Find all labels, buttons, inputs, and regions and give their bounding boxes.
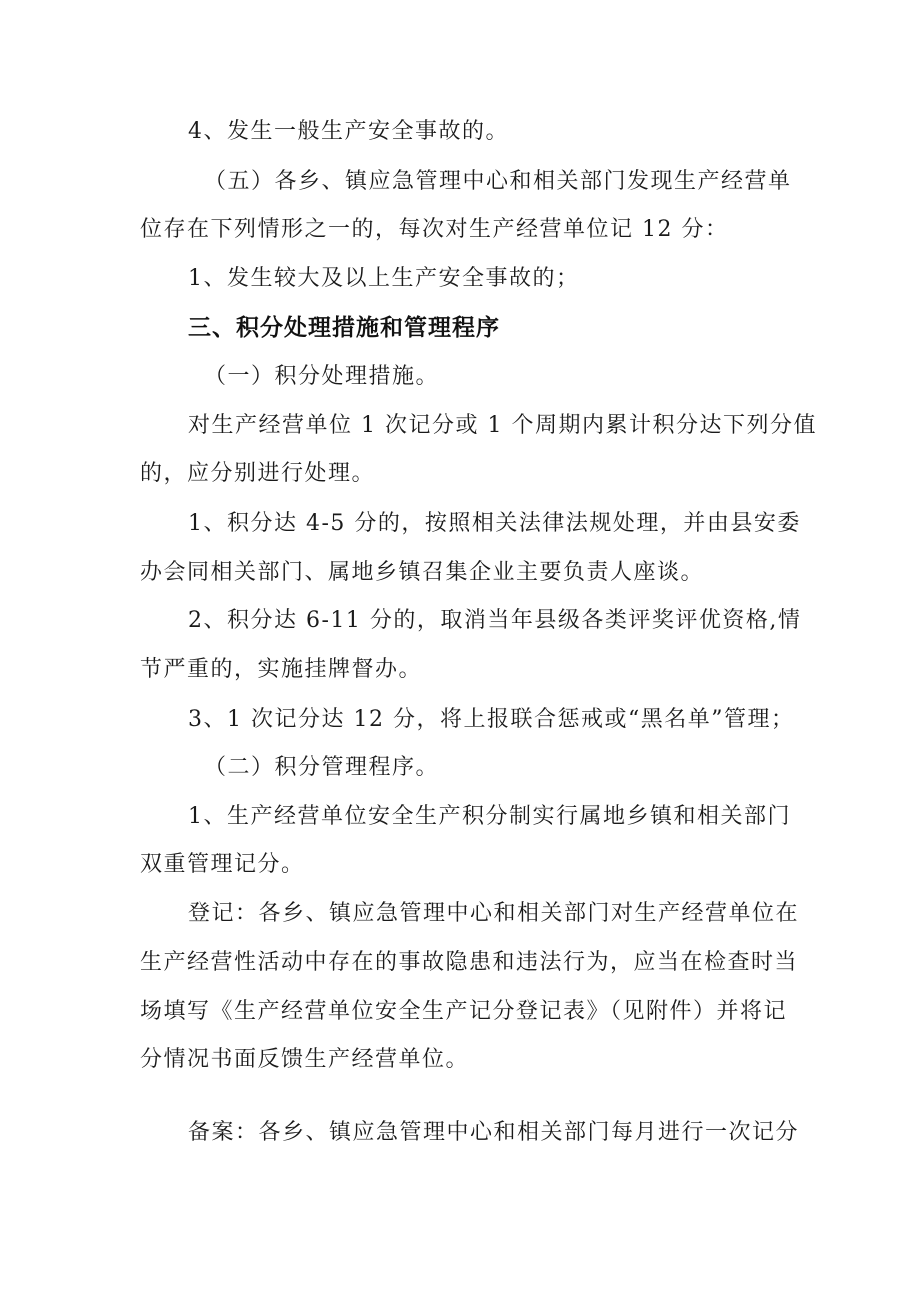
section-heading-3: 三、积分处理措施和管理程序 (188, 315, 500, 341)
list-item-4-serious-accident: 4、发生一般生产安全事故的。 (188, 119, 509, 144)
measure-2-first-line: 2、积分达 6-11 分的，取消当年县级各类评奖评优资格,情 (188, 608, 802, 633)
filing-first-line: 备案：各乡、镇应急管理中心和相关部门每月进行一次记分 (188, 1120, 800, 1145)
subsection-2-heading: （二）积分管理程序。 (204, 755, 440, 780)
measure-1-second-line: 办会同相关部门、属地乡镇召集企业主要负责人座谈。 (140, 560, 705, 585)
procedure-1-second-line: 双重管理记分。 (140, 852, 305, 877)
measure-3-line: 3、1 次记分达 12 分，将上报联合惩戒或“黑名单”管理； (188, 707, 795, 732)
registration-third-line: 场填写《生产经营单位安全生产记分登记表》（见附件）并将记 (140, 999, 788, 1024)
paragraph-points-first-line: 对生产经营单位 1 次记分或 1 个周期内累计积分达下列分值 (188, 413, 817, 438)
registration-first-line: 登记：各乡、镇应急管理中心和相关部门对生产经营单位在 (188, 901, 800, 926)
registration-second-line: 生产经营性活动中存在的事故隐患和违法行为，应当在检查时当 (140, 950, 799, 975)
list-item-1-major-accident: 1、发生较大及以上生产安全事故的； (188, 266, 580, 291)
registration-fourth-line: 分情况书面反馈生产经营单位。 (140, 1047, 470, 1072)
subsection-1-heading: （一）积分处理措施。 (204, 364, 440, 389)
measure-2-second-line: 节严重的，实施挂牌督办。 (140, 657, 423, 682)
procedure-1-first-line: 1、生产经营单位安全生产积分制实行属地乡镇和相关部门 (188, 804, 791, 829)
paragraph-5-second-line: 位存在下列情形之一的，每次对生产经营单位记 12 分： (140, 217, 729, 242)
measure-1-first-line: 1、积分达 4-5 分的，按照相关法律法规处理，并由县安委 (188, 511, 801, 536)
paragraph-5-first-line: （五）各乡、镇应急管理中心和相关部门发现生产经营单 (204, 169, 792, 194)
paragraph-points-second-line: 的，应分别进行处理。 (140, 461, 376, 486)
